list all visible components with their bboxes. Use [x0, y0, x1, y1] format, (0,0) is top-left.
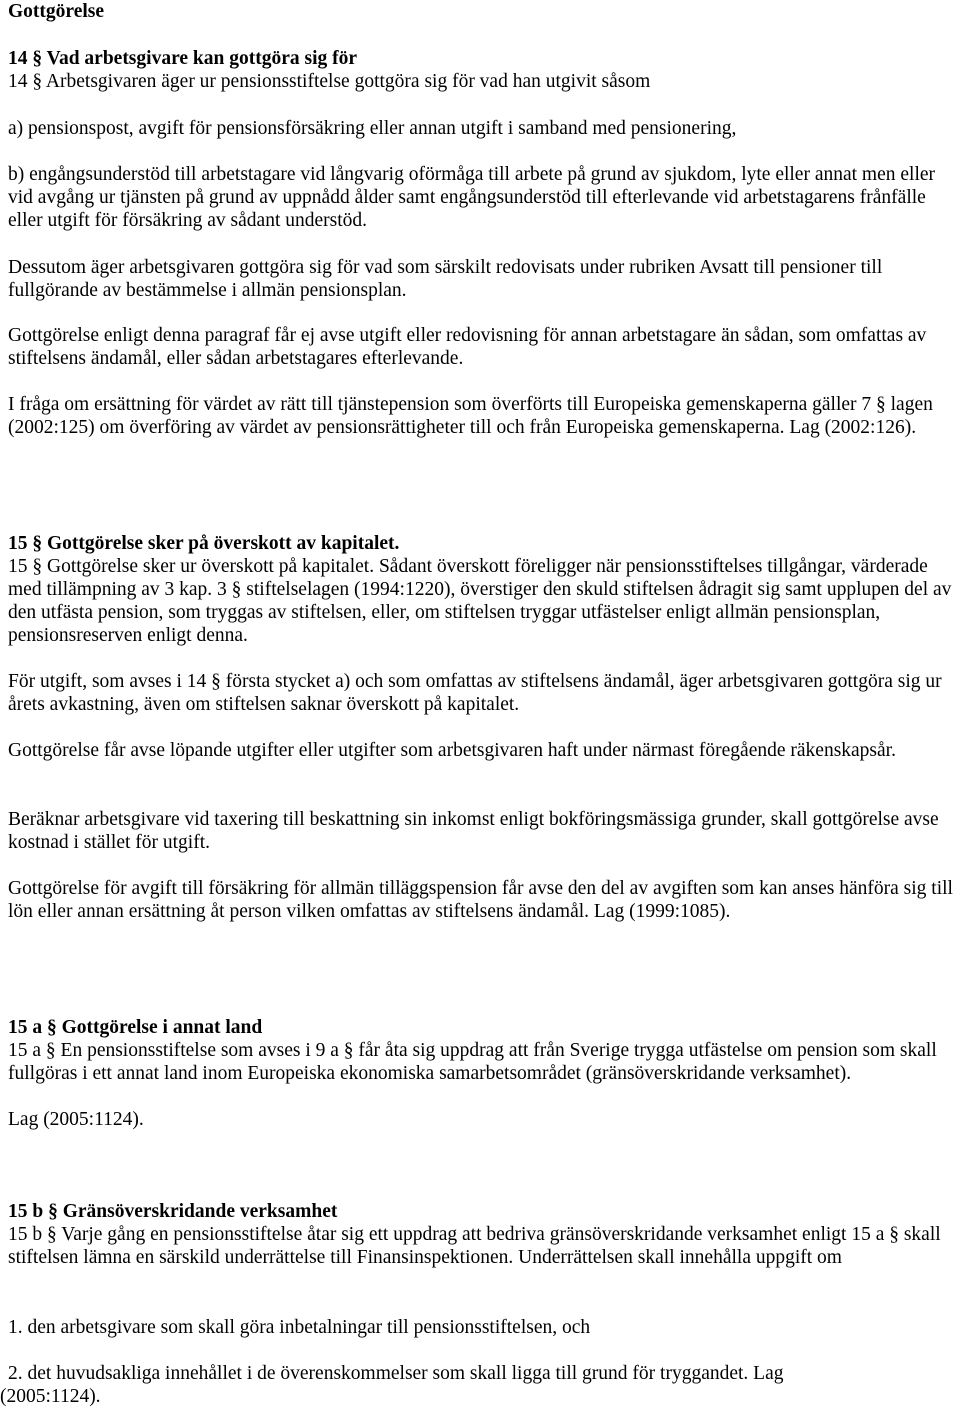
section-14-heading: 14 § Vad arbetsgivare kan gottgöra sig för [8, 48, 358, 69]
page-title: Gottgörelse [8, 1, 105, 22]
section-15-paragraph-4: Beräknar arbetsgivare vid taxering till beskattning sin inkomst enligt bokföringsmässiga grunder, skall gottgörelse avse kostnad i stället för utgift. [8, 809, 939, 853]
section-14-item-b: b) engångsunderstöd till arbetstagare vid långvarig oförmåga till arbete på grund av sjukdom, lyte eller annat men eller vid avgång ur tjänsten på grund av uppnådd ålder samt engångsunderstöd till efterlevande vid arbetstagarens frånfälle eller utgift för försäkring av sådant understöd. [8, 164, 936, 231]
section-15b-item-2-line-2: (2005:1124). [0, 1386, 101, 1407]
section-14-intro: 14 § Arbetsgivaren äger ur pensionsstiftelse gottgöra sig för vad han utgivit såsom [8, 71, 651, 92]
section-15b-item-2-line-1: 2. det huvudsakliga innehållet i de överenskommelser som skall ligga till grund för tryggandet. Lag [8, 1363, 784, 1384]
section-15b-heading: 15 b § Gränsöverskridande verksamhet [8, 1201, 338, 1222]
section-15b-item-2 [0, 1362, 956, 1408]
section-15-heading: 15 § Gottgörelse sker på överskott av kapitalet. [8, 533, 400, 554]
section-14-paragraph-2: Gottgörelse enligt denna paragraf får ej avse utgift eller redovisning för annan arbetstagare än sådan, som omfattas av stiftelsens ändamål, eller sådan arbetstagares efterlevande. [8, 325, 927, 369]
section-15b-paragraph-1: 15 b § Varje gång en pensionsstiftelse åtar sig ett uppdrag att bedriva gränsöverskridande verksamhet enligt 15 a § skall stiftelsen lämna en särskild underrättelse till Finansinspektionen. Underrättelsen skall innehålla uppgift om [8, 1224, 941, 1268]
section-15-paragraph-5: Gottgörelse för avgift till försäkring för allmän tilläggspension får avse den del av avgiften som kan anses hänföra sig till lön eller annan ersättning åt person vilken omfattas av stiftelsens ändamål. Lag (1999:1085). [8, 878, 953, 922]
section-15-paragraph-1: 15 § Gottgörelse sker ur överskott på kapitalet. Sådant överskott föreligger när pensionsstiftelses tillgångar, värderade med tillämpning av 3 kap. 3 § stiftelselagen (1994:1220), överstiger den skuld stiftelsen ådragit sig samt upplupen del av den utfästa pension, som tryggas av stiftelsen, eller, om stiftelsen tryggar utfästelser enligt allmän pensionsplan, pensionsreserven enligt denna. [8, 556, 952, 646]
section-14-paragraph-3: I fråga om ersättning för värdet av rätt till tjänstepension som överförts till Europeiska gemenskaperna gäller 7 § lagen (2002:125) om överföring av värdet av pensionsrättigheter till och från Europeiska gemenskaperna. Lag (2002:126). [8, 394, 933, 438]
section-15a-heading: 15 a § Gottgörelse i annat land [8, 1017, 263, 1038]
section-14-paragraph-1: Dessutom äger arbetsgivaren gottgöra sig för vad som särskilt redovisats under rubriken Avsatt till pensioner till fullgörande av bestämmelse i allmän pensionsplan. [8, 257, 883, 301]
section-14-item-a: a) pensionspost, avgift för pensionsförsäkring eller annan utgift i samband med pensionering, [8, 118, 737, 139]
section-15-paragraph-2: För utgift, som avses i 14 § första stycket a) och som omfattas av stiftelsens ändamål, äger arbetsgivaren gottgöra sig ur årets avkastning, även om stiftelsen saknar överskott på kapitalet. [8, 671, 942, 715]
section-15a-paragraph-1: 15 a § En pensionsstiftelse som avses i 9 a § får åta sig uppdrag att från Sverige trygga utfästelse om pension som skall fullgöras i ett annat land inom Europeiska ekonomiska samarbetsområdet (gränsöverskridande verksamhet). [8, 1040, 937, 1084]
section-15-paragraph-3: Gottgörelse får avse löpande utgifter eller utgifter som arbetsgivaren haft under närmast föregående räkenskapsår. [8, 740, 896, 761]
section-15b-item-1: 1. den arbetsgivare som skall göra inbetalningar till pensionsstiftelsen, och [8, 1317, 591, 1338]
section-15a-paragraph-2: Lag (2005:1124). [8, 1109, 144, 1130]
